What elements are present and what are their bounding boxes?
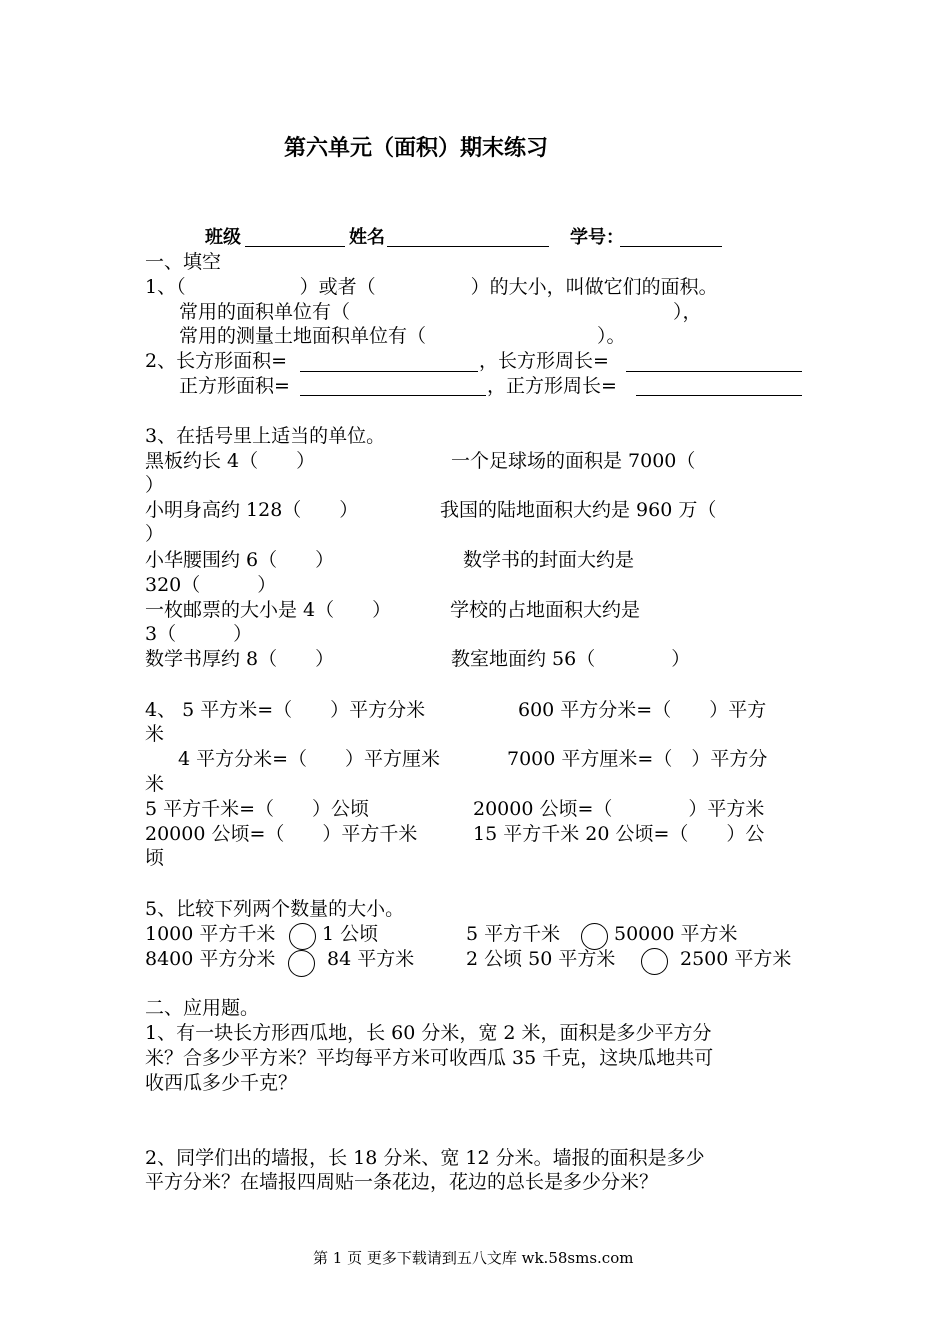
student-id-blank[interactable] (620, 246, 722, 247)
q4-item-wrap: 顷 (145, 847, 165, 869)
q3-item-wrap: ） (145, 474, 165, 496)
q4-item: 7000 平方厘米=（ ）平方分 (507, 748, 768, 770)
compare-circle[interactable] (288, 950, 315, 977)
compare-circle[interactable] (641, 948, 668, 975)
q2-square-area-blank[interactable] (300, 395, 486, 396)
q3-item: 数学书厚约 8（ ） (145, 648, 335, 670)
q2-rect-area-label: 2、长方形面积= (145, 350, 288, 372)
q2-square-area-label: 正方形面积= (179, 375, 290, 397)
compare-circle[interactable] (289, 923, 316, 950)
class-blank[interactable] (245, 246, 345, 247)
q4-item: 4 平方分米=（ ）平方厘米 (178, 748, 441, 770)
problem-2-line: 平方分米？在墙报四周贴一条花边，花边的总长是多少分米？ (145, 1171, 659, 1193)
q5-item: 2500 平方米 (680, 948, 792, 970)
q3-item: 一个足球场的面积是 7000（ (451, 450, 696, 472)
problem-1-line: 米？合多少平方米？平均每平方米可收西瓜 35 千克，这块瓜地共可 (145, 1047, 714, 1069)
q5-item: 2 公顷 50 平方米 (466, 948, 616, 970)
page-title: 第六单元（面积）期末练习 (284, 136, 549, 161)
q3-item: 学校的占地面积大约是 (450, 599, 641, 621)
q5-item: 50000 平方米 (614, 923, 738, 945)
q5-item: 8400 平方分米 (145, 948, 276, 970)
student-id-label: 学号： (570, 227, 624, 248)
q3-item: 小华腰围约 6（ ） (145, 549, 335, 571)
q4-item: 5 平方千米=（ ）公顷 (145, 798, 370, 820)
q1-line-2: 常用的面积单位有（ ）， (179, 301, 702, 323)
q4-item: 4、 5 平方米=（ ）平方分米 (145, 699, 426, 721)
class-label: 班级 (205, 227, 241, 248)
section-1-heading: 一、填空 (145, 251, 222, 273)
q5-item: 5 平方千米 (466, 923, 561, 945)
q5-heading: 5、比较下列两个数量的大小。 (145, 898, 405, 920)
q4-item-wrap: 米 (145, 773, 165, 795)
q3-item: 教室地面约 56（ ） (451, 648, 691, 670)
q2-rect-area-blank[interactable] (300, 371, 478, 372)
q5-item: 1 公顷 (322, 923, 379, 945)
q2-rect-perimeter-label: ，长方形周长= (479, 350, 609, 372)
q2-square-perimeter-label: ，正方形周长= (487, 375, 617, 397)
q4-item: 15 平方千米 20 公顷=（ ）公 (473, 823, 765, 845)
problem-1-line: 1、有一块长方形西瓜地，长 60 分米，宽 2 米，面积是多少平方分 (145, 1022, 712, 1044)
q1-line-3: 常用的测量土地面积单位有（ ）。 (179, 325, 626, 347)
name-blank[interactable] (387, 246, 549, 247)
q2-rect-perimeter-blank[interactable] (626, 371, 802, 372)
q3-item: 一枚邮票的大小是 4（ ） (145, 599, 392, 621)
problem-1-line: 收西瓜多少千克？ (145, 1072, 298, 1094)
q3-item: 我国的陆地面积大约是 960 万（ (440, 499, 717, 521)
q4-item-wrap: 米 (145, 723, 165, 745)
q3-item-wrap: 3（ ） (145, 623, 253, 645)
q3-item-wrap: ） (145, 523, 165, 545)
q4-item: 20000 公顷=（ ）平方米 (473, 798, 765, 820)
q5-item: 84 平方米 (327, 948, 415, 970)
page-footer: 第 1 页 更多下载请到五八文库 wk.58sms.com (313, 1249, 634, 1267)
q3-item: 小明身高约 128（ ） (145, 499, 359, 521)
name-label: 姓名 (349, 227, 385, 248)
problem-2-line: 2、同学们出的墙报，长 18 分米、宽 12 分米。墙报的面积是多少 (145, 1147, 705, 1169)
q5-item: 1000 平方千米 (145, 923, 276, 945)
q3-item: 黑板约长 4（ ） (145, 450, 316, 472)
q3-item: 数学书的封面大约是 (463, 549, 635, 571)
q4-item: 20000 公顷=（ ）平方千米 (145, 823, 418, 845)
q1-line-1: 1、（ ）或者（ ）的大小，叫做它们的面积。 (145, 276, 718, 298)
q2-square-perimeter-blank[interactable] (636, 395, 802, 396)
q3-item-wrap: 320（ ） (145, 574, 277, 596)
q3-heading: 3、在括号里上适当的单位。 (145, 425, 386, 447)
q4-item: 600 平方分米=（ ）平方 (518, 699, 767, 721)
compare-circle[interactable] (581, 923, 608, 950)
section-2-heading: 二、应用题。 (145, 997, 260, 1019)
